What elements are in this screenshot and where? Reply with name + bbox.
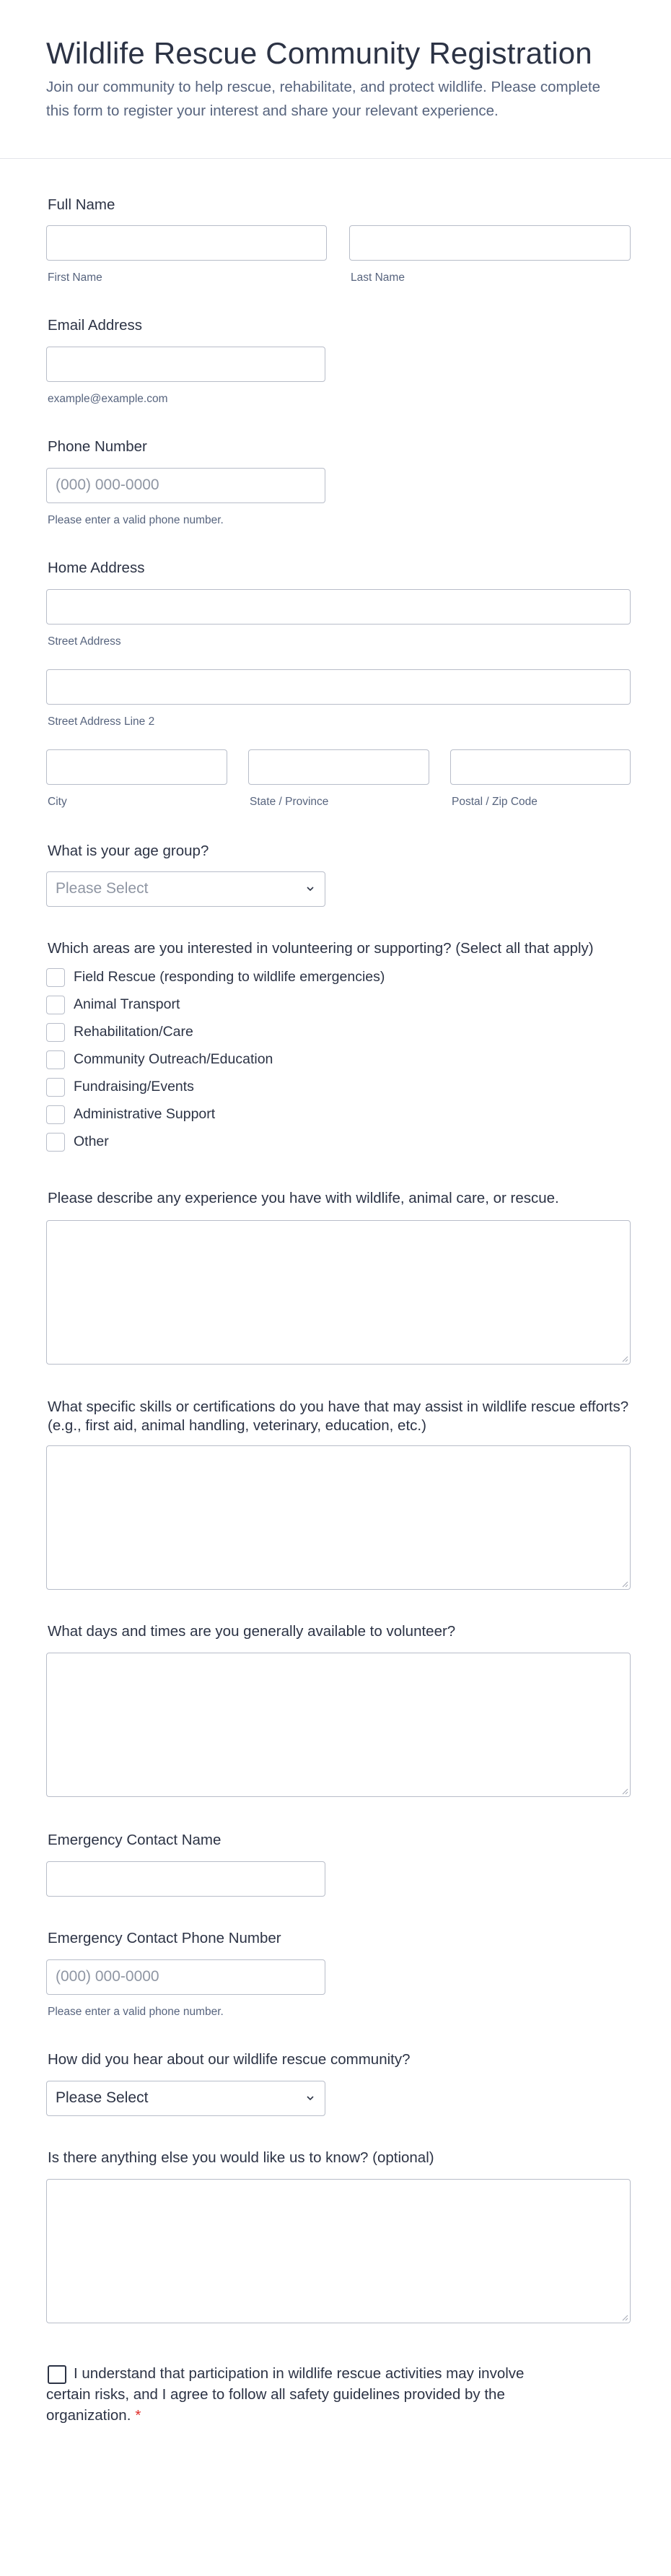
checkbox[interactable] <box>46 1050 65 1069</box>
interest-option-label: Fundraising/Events <box>74 1079 194 1095</box>
full-name-label: Full Name <box>48 196 115 213</box>
email-label: Email Address <box>48 317 143 334</box>
consent-statement <box>46 2363 566 2426</box>
experience-textarea[interactable] <box>46 1220 631 1365</box>
availability-textarea[interactable] <box>46 1653 631 1797</box>
consent-text: I understand that participation in wildlife rescue activities may involve certain risks, and I agree to follow all safety guidelines provided by the organization. <box>46 2365 525 2424</box>
emergency-name-input[interactable] <box>46 1861 325 1897</box>
anything-else-textarea[interactable] <box>46 2179 631 2323</box>
checkbox[interactable] <box>46 1133 65 1152</box>
city-input[interactable] <box>46 749 227 785</box>
address-label: Home Address <box>48 560 145 576</box>
checkbox[interactable] <box>46 1105 65 1124</box>
first-name-sublabel: First Name <box>48 271 102 284</box>
first-name-input[interactable] <box>46 225 327 261</box>
interest-option-label: Rehabilitation/Care <box>74 1024 193 1040</box>
street-address-line2-sublabel: Street Address Line 2 <box>48 715 155 728</box>
state-sublabel: State / Province <box>250 796 329 808</box>
street-address-input[interactable] <box>46 589 631 625</box>
last-name-sublabel: Last Name <box>351 271 405 284</box>
skills-label: What specific skills or certifications do you have that may assist in wildlife rescue efforts? (e.g., first aid, animal handling, veterinary, education, etc.) <box>48 1398 629 1434</box>
zip-sublabel: Postal / Zip Code <box>452 796 538 808</box>
referral-select[interactable] <box>46 2081 325 2116</box>
zip-input[interactable] <box>450 749 631 785</box>
form-subtitle: Join our community to help rescue, rehabilitate, and protect wildlife. Please complete this form to register your interest and share your relevant experience. <box>46 79 601 119</box>
skills-textarea[interactable] <box>46 1445 631 1590</box>
emergency-phone-sublabel: Please enter a valid phone number. <box>48 2006 224 2018</box>
street-address-sublabel: Street Address <box>48 635 121 648</box>
referral-selected: Please Select <box>56 2089 149 2106</box>
phone-input[interactable]: (000) 000-0000 <box>46 468 325 503</box>
interest-option-label: Other <box>74 1133 109 1149</box>
city-sublabel: City <box>48 796 67 808</box>
availability-label: What days and times are you generally available to volunteer? <box>48 1623 456 1640</box>
consent-checkbox[interactable] <box>48 2365 66 2384</box>
resize-grip-icon[interactable] <box>620 1579 628 1588</box>
chevron-down-icon <box>306 2094 315 2102</box>
age-group-selected: Please Select <box>56 880 149 897</box>
phone-sublabel: Please enter a valid phone number. <box>48 514 224 526</box>
checkbox[interactable] <box>46 996 65 1014</box>
checkbox[interactable] <box>46 1023 65 1042</box>
age-group-label: What is your age group? <box>48 843 209 859</box>
checkbox[interactable] <box>46 1078 65 1097</box>
form-header <box>0 0 671 159</box>
interest-option-label: Animal Transport <box>74 996 180 1012</box>
anything-else-label: Is there anything else you would like us to know? (optional) <box>48 2149 434 2166</box>
age-group-select[interactable] <box>46 871 325 907</box>
checkbox[interactable] <box>46 968 65 987</box>
email-sublabel: example@example.com <box>48 393 168 405</box>
experience-label: Please describe any experience you have with wildlife, animal care, or rescue. <box>48 1190 559 1206</box>
emergency-phone-input[interactable]: (000) 000-0000 <box>46 1959 325 1995</box>
street-address-line2-input[interactable] <box>46 669 631 705</box>
state-input[interactable] <box>248 749 429 785</box>
resize-grip-icon[interactable] <box>620 2312 628 2321</box>
interest-option-label: Administrative Support <box>74 1106 216 1122</box>
form-title: Wildlife Rescue Community Registration <box>46 36 592 70</box>
phone-label: Phone Number <box>48 438 147 455</box>
resize-grip-icon[interactable] <box>620 1354 628 1362</box>
last-name-input[interactable] <box>349 225 631 261</box>
resize-grip-icon[interactable] <box>620 1786 628 1795</box>
required-marker: * <box>135 2407 141 2424</box>
emergency-name-label: Emergency Contact Name <box>48 1832 222 1848</box>
interests-label: Which areas are you interested in volunteering or supporting? (Select all that apply) <box>48 940 594 957</box>
referral-label: How did you hear about our wildlife rescue community? <box>48 2051 411 2068</box>
email-input[interactable] <box>46 347 325 382</box>
chevron-down-icon <box>306 884 315 893</box>
emergency-phone-label: Emergency Contact Phone Number <box>48 1930 281 1946</box>
interest-option-label: Field Rescue (responding to wildlife emergencies) <box>74 969 385 985</box>
interest-option-label: Community Outreach/Education <box>74 1051 273 1067</box>
